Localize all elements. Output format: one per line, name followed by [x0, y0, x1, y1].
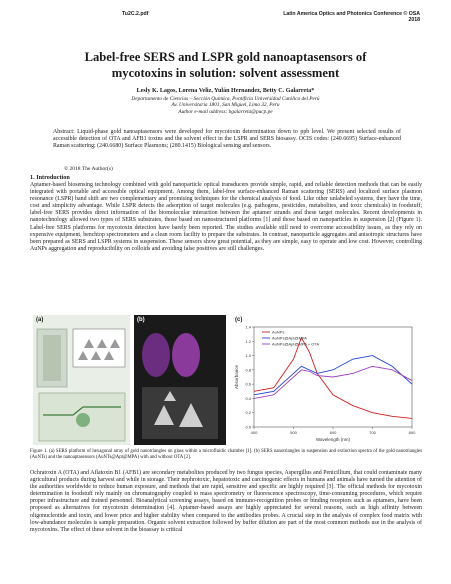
header-conference-line1: Latin America Optics and Photonics Conference © OSA	[283, 11, 420, 17]
paper-title	[30, 50, 421, 81]
header-conference	[283, 11, 420, 23]
panel-a-label: (a)	[36, 317, 44, 323]
header-conference-line2: 2018	[408, 17, 420, 23]
y-tick-label: 1.0	[245, 353, 251, 359]
y-tick-label: 0.2	[245, 410, 251, 416]
y-tick-label: 0.4	[245, 395, 251, 401]
authors: Lesly K. Lagos, Lorena Veliz, Yulán Hernandez, Betty C. Galarreta*	[136, 88, 315, 94]
chamber-well	[76, 413, 90, 427]
y-tick-label: 0.0	[245, 424, 251, 430]
vial-1	[142, 333, 170, 377]
series-line-2	[254, 356, 412, 395]
figure-caption: Figure 1. (a) SERS platform of hexagonal array of gold nanotriangles on glass within a microfluidic chamber [1]. (b) SERS nanotriangles in suspension and extinction spectra of the gold nanotriangles (AuNTs) and the nanoaptasensors (AuNTs@Apt@MPA) with and without OTA [2].	[30, 449, 422, 460]
paragraph-intro: Aptamer-based biosensing technology combined with gold nanoparticle optical transducers provide simple, rapid, and reliable detection methods that can be easily integrated with portable and accessible optical equipment. Among them, label-free surface-enhanced Raman scattering (SERS) and localized surface plasmon resonance (LSPR) band shift are two complementary and promising techniques for the chemical analysis of food. Like other unlabeled systems, they have the time, cost and simplicity advantage. While LSPR detects the adsorption of target molecules (e.g. pathogens, pesticides, metabolites, and toxic chemicals) in foodstuff; label-free SERS provides direct information of the biomolecular interaction between the aptamer strands and these target molecules. Recent developments in nanotechnology allowed two types of SERS substrates, those based on nanostructured platforms [1] and those based on nanoparticles in suspension [2] (Figure 1). Label-free SERS platforms for mycotoxin detection have barely been reported. The studies available still need to overcome accessibility issues, as they rely on expensive equipment, benchtop spectrometers and a clean room facility to prepare the substrates. In contrast, nanoparticle aggregates and anisotropic structures have been prepared as SERS and LSPR systems in suspension. These sensors show great potential, as they are simple, easy to operate and low cost. However, controlling AuNPs aggregation and reproducibility on colloids and avoiding false positives are still challenges.	[30, 182, 422, 252]
legend-label-1: AuNPs	[272, 329, 285, 335]
y-axis-label: Absorbance	[234, 364, 239, 390]
title-line-1: Label-free SERS and LSPR gold nanoaptasensors of	[84, 50, 367, 64]
panel-b-illustration	[134, 315, 226, 445]
title-line-2: mycotoxins in solution: solvent assessment	[111, 65, 340, 80]
x-tick-label: 400	[250, 430, 258, 435]
affiliation-email: Author e-mail address: bgalarreta@pucp.pe	[178, 108, 273, 115]
x-tick-label: 700	[369, 430, 376, 435]
section-title: 1. Introduction	[30, 174, 70, 181]
x-tick-label: 500	[290, 430, 297, 435]
paragraph-mycotoxins: Ochratoxin A (OTA) and Aflatoxin B1 (AFB1) are secondary metabolites produced by two fungus species, Aspergillus and Penicillium, that could contaminate many agricultural products during harvest and while in storage. Their nephrotoxic, hepatotoxic and carcinogenic effects in humans and animals have turned the attention of the authorities worldwide to reduce human exposure, and methods that are rapid, sensitive and specific are highly required [3]. The official methods for mycotoxin determination in foodstuff rely mainly on chromatography coupled to mass spectrometry or fluorescence spectroscopy, time-consuming procedures, which require proper infrastructure and trained personnel. Bioanalytical screening assays, based on immuno-recognition probes or binding receptors such as aptamers, have been proposed as alternatives for mycotoxin determination [4]. Aptamer-based assays are highly appreciated for several reasons, such as high affinity between oligonucleotide and toxin, and lower price and higher stability when compared to the antibodies probes. A crucial step in the analysis of complex food matrix with low-abundance molecules is sample preparation. Organic solvent extraction followed by buffer dilution are part of the most common methods use in the analysis of mycotoxins. The effect of these solvent in the bioassay is critical	[30, 470, 422, 533]
copyright: © 2018 The Author(s)	[64, 166, 113, 172]
abstract: Abstract: Liquid-phase gold nanoaptasensors were developed for mycotoxin determination down to ppb level. We present selected results of accessible detection of OTA and AFB1 toxins and the solvent effect in the LSPR and SERS biosassy. OCIS codes: (240.6695) Surface-enhanced Raman scattering; (240.6680) Surface Plasmons; (280.1415) Biological sensing and sensors.	[53, 129, 401, 150]
affiliation-line-1: Departamento de Ciencias – Sección Química, Pontificia Universidad Católica del Perú	[131, 96, 320, 102]
chip-channel	[43, 335, 61, 381]
vial-2	[172, 333, 200, 377]
affiliation-line-2: Av. Universitaria 1801, San Miguel, Lima 32, Peru	[171, 102, 280, 109]
panel-c-label: (c)	[235, 317, 243, 323]
tem-image	[142, 387, 218, 439]
figure-1	[33, 315, 419, 445]
figure-panel-c	[232, 315, 419, 445]
affiliation	[30, 96, 421, 115]
legend-label-3: AuNPs@Apt@MPA + OTA	[272, 341, 320, 347]
x-tick-label: 800	[408, 430, 416, 435]
panel-b-label: (b)	[137, 317, 145, 323]
legend-label-2: AuNPs@Apt@MPA	[272, 335, 307, 341]
figure-panel-b	[134, 315, 226, 445]
y-tick-label: 1.2	[245, 338, 251, 344]
figure-panel-a	[33, 315, 130, 445]
y-tick-label: 0.8	[245, 367, 251, 373]
x-tick-label: 600	[329, 430, 337, 435]
y-tick-label: 1.4	[245, 324, 251, 330]
panel-a-illustration	[33, 315, 130, 445]
y-tick-label: 0.6	[245, 381, 251, 387]
extinction-spectra-chart	[232, 315, 419, 445]
x-axis-label: Wavelength (nm)	[315, 437, 351, 442]
series-line-1	[254, 335, 412, 419]
header-filename: Tu2C.2.pdf	[122, 11, 149, 17]
